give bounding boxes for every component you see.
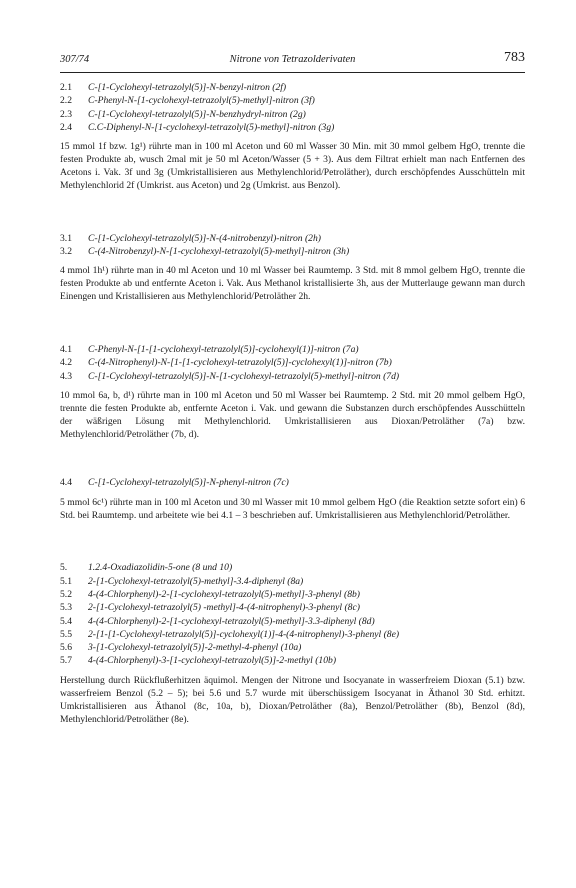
compound-item: [60, 628, 525, 641]
item-title: 4-(4-Chlorphenyl)-3-[1-cyclohexyl-tetrazolyl(5)]-2-methyl (10b): [88, 655, 337, 667]
item-title: C.C-Diphenyl-N-[1-cyclohexyl-tetrazolyl(5)-methyl]-nitron (3g): [88, 121, 335, 133]
compound-list-2: [60, 81, 525, 134]
compound-item: [60, 575, 525, 588]
item-number: 3.1: [60, 232, 72, 244]
item-title: C-Phenyl-N-[1-cyclohexyl-tetrazolyl(5)-methyl]-nitron (3f): [88, 95, 315, 107]
journal-reference: 307/74: [60, 54, 90, 65]
item-title: C-[1-Cyclohexyl-tetrazolyl(5)]-N-benzyl-nitron (2f): [88, 82, 287, 93]
item-title: C-Phenyl-N-[1-[1-cyclohexyl-tetrazolyl(5)]-cyclohexyl(1)]-nitron (7a): [88, 343, 359, 355]
section-gap: [60, 450, 525, 468]
running-title: Nitrone von Tetrazolderivaten: [229, 54, 356, 65]
item-number: 3.2: [60, 246, 72, 258]
page-number: 783: [504, 50, 525, 65]
compound-item: [60, 245, 525, 258]
compound-item: [60, 641, 525, 654]
compound-item: [60, 615, 525, 628]
item-title: C-(4-Nitrobenzyl)-N-[1-cyclohexyl-tetrazolyl(5)-methyl]-nitron (3h): [88, 246, 350, 258]
procedure-paragraph: 15 mmol 1f bzw. 1g¹) rührte man in 100 ml Aceton und 60 ml Wasser 30 Min. mit 30 mmol gelbem HgO, trennte die festen Produkte ab, wusch 2mal mit je 50 ml Aceton/Wasser (5 + 3). Aus dem Filtrat erhielt man nach Entfernen des Acetons i. Vak. 3f und 3g (Umkristallisieren aus Methylenchlorid/Petroläther), durch erschöpfendes Ausschütteln mit Methylenchlorid 2f (Umkrist. aus Aceton) und 2g (Umkrist. aus Benzol).: [60, 141, 525, 192]
compound-item: [60, 343, 525, 356]
compound-list-4-4: [60, 476, 525, 489]
item-number: 4.3: [60, 370, 72, 382]
item-number: 2.4: [60, 121, 72, 133]
item-title: 4-(4-Chlorphenyl)-2-[1-cyclohexyl-tetrazolyl(5)-methyl]-3.3-diphenyl (8d): [88, 615, 375, 627]
item-number: 5.6: [60, 642, 72, 654]
compound-item: [60, 476, 525, 489]
procedure-paragraph: 5 mmol 6c¹) rührte man in 100 ml Aceton und 30 ml Wasser mit 10 mmol gelbem HgO (die Reaktion setzte sofort ein) 6 Std. bei Raumtemp. und arbeitete wie bei 4.1 – 3 beschrieben auf. Umkristallisieren aus Methylenchlorid/Petroläther.: [60, 496, 525, 521]
paper-page: [60, 50, 525, 735]
item-title: C-[1-Cyclohexyl-tetrazolyl(5)]-N-benzhydryl-nitron (2g): [88, 108, 306, 120]
item-number: 2.1: [60, 82, 72, 93]
item-number: 5.4: [60, 615, 72, 627]
item-title: 2-[1-[1-Cyclohexyl-tetrazolyl(5)]-cyclohexyl(1)]-4-(4-nitrophenyl)-3-phenyl (8e): [88, 628, 400, 640]
compound-item: [60, 601, 525, 614]
compound-item: [60, 370, 525, 383]
item-title: C-(4-Nitrophenyl)-N-[1-[1-cyclohexyl-tetrazolyl(5)]-cyclohexyl(1)]-nitron (7b): [88, 357, 392, 369]
item-title: 2-[1-Cyclohexyl-tetrazolyl(5)-methyl]-3.4-diphenyl (8a): [88, 575, 304, 587]
item-number: 4.1: [60, 343, 72, 355]
header-rule: [60, 72, 525, 73]
section-gap: [60, 313, 525, 335]
item-title: 3-[1-Cyclohexyl-tetrazolyl(5)]-2-methyl-4-phenyl (10a): [88, 642, 302, 654]
compound-item: [60, 561, 525, 574]
item-number: 5.2: [60, 588, 72, 600]
item-number: 5.5: [60, 628, 72, 640]
item-title: 2-[1-Cyclohexyl-tetrazolyl(5) -methyl]-4-(4-nitrophenyl)-3-phenyl (8c): [88, 602, 360, 614]
item-number: 4.4: [60, 477, 72, 489]
section-gap: [60, 202, 525, 224]
running-head: [60, 50, 525, 68]
item-title: C-[1-Cyclohexyl-tetrazolyl(5)]-N-(4-nitrobenzyl)-nitron (2h): [88, 232, 321, 244]
item-title: C-[1-Cyclohexyl-tetrazolyl(5)]-N-[1-cyclohexyl-tetrazolyl(5)-methyl]-nitron (7d): [88, 370, 400, 382]
compound-item: [60, 232, 525, 245]
compound-item: [60, 94, 525, 107]
item-number: 2.2: [60, 95, 72, 107]
item-number: 5.1: [60, 575, 72, 587]
compound-item: [60, 588, 525, 601]
item-title: 1.2.4-Oxadiazolidin-5-one (8 und 10): [88, 562, 233, 574]
item-title: 4-(4-Chlorphenyl)-2-[1-cyclohexyl-tetrazolyl(5)-methyl]-3-phenyl (8b): [88, 588, 360, 600]
procedure-paragraph: Herstellung durch Rückflußerhitzen äquimol. Mengen der Nitrone und Isocyanate in wasserfreiem Dioxan (5.1) bzw. wasserfreiem Benzol (5.2 – 5); bei 5.6 und 5.7 wurde mit überschüssigem Isocyanat in Äthanol 30 Std. erhitzt. Umkristallisieren aus Äthanol (8c, 10a, b), Dioxan/Petroläther (8a), Benzol/Petroläther (8b), Benzol (8d), Methylenchlorid/Petroläther (8e).: [60, 674, 525, 725]
section-gap: [60, 531, 525, 553]
compound-list-4: [60, 343, 525, 383]
compound-item: [60, 81, 525, 94]
compound-item: [60, 121, 525, 134]
compound-item: [60, 108, 525, 121]
procedure-paragraph: 10 mmol 6a, b, d¹) rührte man in 100 ml Aceton und 50 ml Wasser bei Raumtemp. 2 Std. mit 20 mmol gelbem HgO, trennte die festen Produkte ab, entfernte Aceton i. Vak. und gewann die Substanzen durch erschöpfendes Ausschütteln der wäßrigen Lösung mit Methylenchlorid. Umkristallisieren aus Dioxan/Petroläther (7a) bzw. Methylenchlorid/Petroläther (7b, d).: [60, 389, 525, 440]
item-number: 5.7: [60, 655, 72, 667]
item-title: C-[1-Cyclohexyl-tetrazolyl(5)]-N-phenyl-nitron (7c): [88, 477, 289, 489]
procedure-paragraph: 4 mmol 1h¹) rührte man in 40 ml Aceton und 10 ml Wasser bei Raumtemp. 3 Std. mit 8 mmol gelbem HgO, trennte die festen Produkte ab und entfernte Aceton i. Vak. Aus Methanol kristallisierte 3h, aus der Mutterlauge gewann man durch Einengen und Kristallisieren aus Methylenchlorid/Petroläther 2h.: [60, 265, 525, 303]
item-number: 5.: [60, 562, 68, 574]
item-number: 4.2: [60, 357, 72, 369]
compound-list-5: [60, 561, 525, 667]
compound-item: [60, 356, 525, 369]
compound-item: [60, 654, 525, 667]
compound-list-3: [60, 232, 525, 259]
item-number: 2.3: [60, 108, 72, 120]
item-number: 5.3: [60, 602, 72, 614]
